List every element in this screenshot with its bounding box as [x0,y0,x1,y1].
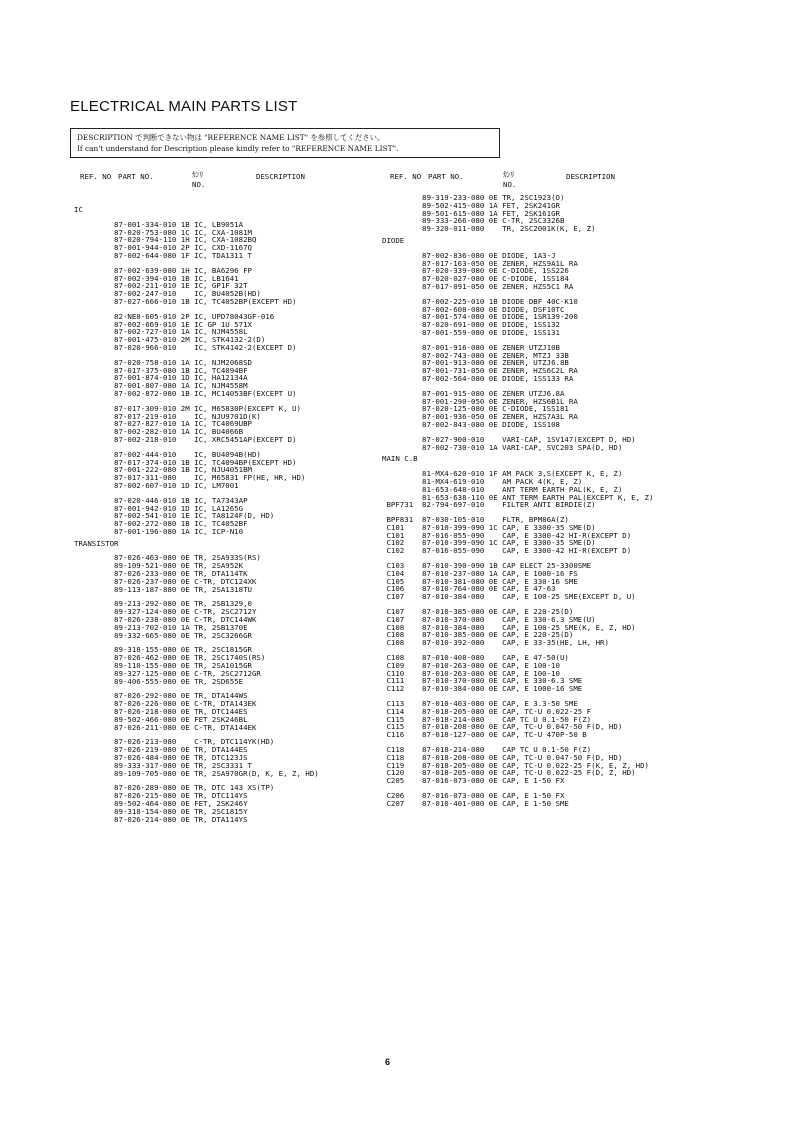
parts-list-row: 87-027-666-010 1B IC, TC4052BP(EXCEPT HD) [74,297,297,306]
parts-list-row: 82-NE8-605-010 2P IC, UPD78043GF-016 [74,312,275,321]
parts-list-row: 89-501-615-080 1A FET, 2SK161GR [382,209,560,218]
group-spacer [382,337,653,344]
page-number: 6 [385,1057,391,1067]
parts-list-row: 89-327-124-080 0E C-TR, 2SC2712Y [74,608,257,617]
parts-list-row: 87-026-289-080 0E TR, DTC 143 XS(TP) [74,784,275,793]
parts-list-row: 87-017-375-080 1B IC, TC4094BF [74,366,248,375]
parts-list-row: 87-001-475-010 2M IC, STK4132-2(D) [74,336,266,344]
parts-list-row: 87-002-394-010 1B IC, LB1641 [74,274,239,283]
parts-list-row: 89-110-155-080 0E TR, 2SA1015GR [74,662,252,670]
parts-list-row: 87-002-444-010 IC, BU4094B(HD) [74,450,261,459]
parts-list-row: 87-002-541-010 1E IC, TA8124F(D, HD) [74,512,275,521]
parts-list-row: 89-333-317-080 0E TR, 2SC3331 T [74,761,252,770]
parts-list-row: 87-026-213-080 C-TR, DTC114YK(HD) [74,738,275,747]
parts-list-row: 87-002-225-010 1B DIODE DBF 40C-K10 [382,297,578,306]
group-spacer [74,593,319,600]
parts-list-row: 87-002-247-010 IC, BU4052B(HD) [74,290,261,298]
parts-list-row: C118 87-018-208-080 0E CAP, TC-U 0.047-50 F(D, HD) [382,753,623,762]
group-spacer [74,731,319,738]
parts-list-row: C109 87-010-263-080 0E CAP, E 100-10 [382,661,560,670]
parts-list-row: 89-318-155-080 0E TR, 2SC1815GR [74,646,252,655]
parts-list-row: 87-002-608-080 0E DIODE, DSF10TC [382,305,565,314]
group-spacer [74,685,319,692]
parts-list-row: 87-001-874-010 1D IC, HA12134A [74,374,248,383]
parts-list-row: 87-020-027-080 0E C-DIODE, 1SS184 [382,275,569,283]
parts-list-row: C115 87-018-208-080 0E CAP, TC-U 0.047-50 F(D, HD) [382,723,623,732]
parts-list-row: 81-653-648-010 ANT TERM EARTH PAL(K, E, Z) [382,485,623,494]
parts-list-row: 87-020-753-080 1C IC, CXA-1081M [74,228,252,237]
parts-list-row: C112 87-010-384-080 0E CAP, E 1000-16 SME [382,685,583,694]
parts-list-row: 87-001-559-080 0E DIODE, 1SS131 [382,328,560,337]
parts-list-row: C104 87-010-237-080 1A CAP, E 1000-16 FS [382,569,578,578]
group-spacer [74,352,319,359]
parts-list-row: 89-113-187-880 0E TR, 2SA1318TU [74,585,252,594]
parts-list-row: C207 87-010-401-080 0E CAP, E 1-50 SME [382,799,569,808]
parts-list-row: 87-001-913-080 0E ZENER, UTZJ6.8B [382,359,569,368]
parts-list-row: 87-027-827-010 1A IC, TC4069UBP [74,420,252,429]
parts-list-row: C107 87-010-384-080 CAP, E 100-25 SME(EXCEPT D, U) [382,593,636,602]
parts-list-row: 87-002-607-010 1D IC, LM7001 [74,481,239,490]
parts-list-row: 87-002-743-080 0E ZENER, MTZJ 33B [382,351,569,360]
parts-list-row: 87-020-339-080 0E C-DIODE, 1SS226 [382,267,569,276]
parts-list-row: 87-002-211-010 1E IC, GP1F 32T [74,282,248,291]
parts-list-row: 89-406-555-080 0E TR, 2SD655E [74,677,244,686]
group-spacer [74,260,319,267]
section-heading: TRANSISTOR [74,538,119,548]
parts-list-row: 87-002-730-010 1A VARI-CAP, SVC203 SPA(D, HD) [382,443,623,452]
parts-list-row: C205 87-016-073-080 0E CAP, E 1-50 FX [382,777,565,785]
parts-list-row: 87-001-915-080 0E ZENER UTZJ6.8A [382,389,565,398]
group-spacer [382,647,653,654]
parts-list-row: 87-026-484-080 0E TR, DTC123JS [74,754,248,762]
group-spacer [74,398,319,405]
parts-list-row: 87-001-574-080 0E DIODE, 1SR139-200 [382,313,578,322]
parts-list-row: C101 87-010-399-090 1C CAP, E 3300-35 SME(D) [382,523,596,532]
parts-list-row: 87-002-843-080 0E DIODE, 1SS108 [382,420,560,429]
group-spacer [74,639,319,646]
parts-list-row: 87-001-334-010 1B IC, LB9051A [74,220,244,229]
group-spacer [382,739,653,746]
parts-list-row: 89-502-466-080 0E FET 2SK246BL [74,715,248,724]
parts-list-row: 87-001-944-010 2P IC, CXD-1167Q [74,244,252,252]
parts-list-row: C119 87-018-205-080 0E CAP, TC-U 0.022-25 F(K, E, Z, HD) [382,761,649,770]
parts-list-row: 87-020-794-110 1H IC, CXA-1082BQ [74,236,257,245]
parts-list-row: 81-MX4-619-010 AM PACK 4(K, E, Z) [382,477,583,486]
reference-note-box [70,128,500,158]
group-spacer [382,383,653,390]
section-heading: DIODE [382,235,405,245]
parts-list-row: C110 87-010-263-080 0E CAP, E 100-10 [382,669,560,678]
parts-list-row: 89-320-011-080 TR, 2SC2001K(K, E, Z) [382,225,596,233]
group-spacer [382,291,653,298]
parts-list-row: 87-026-218-080 0E TR, DTC144ES [74,708,248,716]
parts-list-row: 89-502-464-080 0E FET, 2SK246Y [74,800,248,808]
parts-list-row: 87-026-233-080 0E TR, DTA114TK [74,570,248,578]
parts-list-row: 89-213-702-010 1A TR, 2SB1370E [74,623,248,632]
right-parts-column [382,194,653,808]
parts-list-row: C118 87-018-214-080 CAP TC U 0.1-50 F(Z) [382,746,592,754]
parts-list-row: 87-017-374-010 1B IC, TC4094BP(EXCEPT HD) [74,458,297,467]
group-spacer [74,490,319,497]
parts-list-row: 81-MX4-620-010 1F AM PACK 3,S(EXCEPT K, E, Z) [382,470,623,478]
group-spacer [382,555,653,562]
right-header-ref-no: REF. NO [390,172,422,181]
left-header-kanri-no: NO. [192,180,206,189]
parts-list-row: 87-001-942-010 1D IC, LA1265G [74,504,244,513]
parts-list-row: 87-017-311-080 IC, M65831 FP(HE, HR, HD) [74,474,306,482]
parts-list-row: 87-002-272-080 1B IC, TC4052BF [74,520,248,528]
parts-list-row: C107 87-010-385-080 0E CAP, E 220-25(D) [382,608,574,616]
page-title: ELECTRICAL MAIN PARTS LIST [70,98,298,115]
parts-list-row: 89-213-292-080 0E TR, 2SB1329,0 [74,600,252,609]
parts-list-row: C108 87-010-385-080 0E CAP, E 220-25(D) [382,631,574,640]
parts-list-row: C120 87-018-205-080 0E CAP, TC-U 0.022-25 F(D, Z, HD) [382,769,636,778]
parts-list-row: 87-002-218-010 IC, XRC5451AP(EXCEPT D) [74,435,297,444]
parts-list-row: 81-653-638-110 0E ANT TERM EARTH PAL(EXCEPT K, E, Z) [382,493,654,502]
parts-list-row: 89-109-705-080 0E TR, 2SA970GR(D, K, E, Z, HD) [74,769,319,778]
parts-list-row: 89-318-154-080 0E TR, 2SC1815Y [74,807,248,816]
left-parts-column [74,202,319,823]
parts-list-row: C102 87-010-399-090 1C CAP, E 3300-35 SME(D) [382,539,596,548]
parts-list-row: C115 87-018-214-080 CAP TC U 0.1-50 F(Z) [382,715,592,724]
parts-list-row: 87-001-222-080 1B IC, NJU4051BM [74,466,252,475]
group-spacer [382,601,653,608]
right-header-kanri: ｶﾝﾘ [503,170,515,179]
parts-list-row: 89-333-266-080 0E C-TR, 2SC3326B [382,217,565,226]
parts-list-row: 87-020-446-010 1B IC, TA7343AP [74,496,248,505]
right-header-kanri-no: NO. [503,180,517,189]
parts-list-row: C113 87-010-403-080 0E CAP, E 3.3-50 SME [382,700,578,708]
parts-list-row: 87-001-807-080 1A IC, NJM4558M [74,382,248,390]
group-spacer [74,444,319,451]
section-heading: MAIN C.B [382,454,418,464]
right-header-description: DESCRIPTION [566,172,615,181]
parts-list-row: 87-002-639-080 1H IC, BA6296 FP [74,266,252,275]
parts-list-row: 87-026-214-080 0E TR, DTA114YS [74,815,248,824]
parts-list-row: 87-026-292-080 0E TR, DTA144WS [74,692,248,701]
parts-list-row: C114 87-018-205-080 0E CAP, TC-U 0.022-25 F [382,707,592,716]
parts-list-row: 87-026-237-080 0E C-TR, DTC124XK [74,577,257,586]
right-header-part-no: PART NO. [428,172,464,181]
parts-list-row: 87-001-916-080 0E ZENER UTZJ10B [382,343,560,352]
parts-list-row: C111 87-010-370-080 0E CAP, E 330-6.3 SME [382,677,583,686]
parts-list-row: 87-026-462-080 0E TR, 2SC1740S(RS) [74,654,266,663]
note-line-english: If can't understand for Description please kindly refer to "REFERENCE NAME LIST". [77,144,399,153]
parts-list-row: C106 87-010-764-080 0E CAP, E 47-63 [382,585,556,594]
group-spacer [382,509,653,516]
left-header-description: DESCRIPTION [256,172,305,181]
parts-list-row: C105 87-010-381-080 0E CAP, E 330-16 SME [382,577,578,586]
parts-list-row: 87-001-731-050 0E ZENER, HZS6C2L RA [382,367,578,375]
parts-list-row: 87-002-564-080 0E DIODE, 1SS133 RA [382,374,574,383]
parts-list-row: 87-001-936-050 0E ZENER, HZS7A3L RA [382,413,578,421]
parts-list-row: C103 87-010-390-090 1B CAP ELECT 25-3300SME [382,562,592,570]
parts-list-row: BPF831 87-030-105-010 FLTR, BPM86A(Z) [382,516,569,524]
parts-list-row: 89-327-125-080 0E C-TR, 2SC2712GR [74,669,261,678]
parts-list-row: 89-332-665-080 0E TR, 2SC3266GR [74,631,252,640]
parts-list-row: C101 87-016-055-090 CAP, E 3300-42 HI-R(EXCEPT D) [382,531,632,540]
parts-list-row: 87-002-836-080 0E DIODE, 1A3-J [382,251,556,260]
parts-list-row: 87-001-196-080 1A IC, ICP-N10 [74,527,244,536]
parts-list-row: 87-020-691-080 0E DIODE, 1SS132 [382,321,560,329]
parts-list-row: 87-017-163-050 0E ZENER, HZS9A1L RA [382,259,578,268]
parts-list-row: 87-002-872-080 1B IC, MC14053BF(EXCEPT U) [74,389,297,398]
parts-list-row: 87-002-669-010 1E IC GP 1U 571X [74,320,252,329]
parts-list-row: C108 87-010-408-080 CAP, E 47-50(U) [382,654,569,662]
parts-list-row: BPF731 82-794-697-010 FILTER ANTI BIRDIE(Z) [382,501,596,510]
parts-list-row: 87-026-219-080 0E TR, DTA144ES [74,746,248,755]
parts-list-row: 87-026-215-080 0E TR, DTC114YS [74,792,248,800]
parts-list-row: 87-002-282-010 1A IC, BU4066B [74,428,244,436]
parts-list-row: 87-026-226-080 0E C-TR, DTA143EK [74,700,257,709]
parts-list-row: 87-002-727-010 1A IC, NJM4558L [74,328,248,337]
parts-list-row: 89-109-521-080 0E TR, 2SA952K [74,562,244,571]
parts-list-row: 87-026-211-080 0E C-TR, DTA144EK [74,723,257,732]
parts-list-row: 87-027-900-010 VARI-CAP, 1SV147(EXCEPT D, HD) [382,435,636,444]
parts-list-row: 87-026-238-080 0E C-TR, DTC144WK [74,616,257,624]
parts-list-row: 87-020-966-010 IC, STK4142-2(EXCEPT D) [74,343,297,352]
parts-list-row: C108 87-010-384-080 CAP, E 100-25 SME(K, E, Z, HD) [382,623,636,632]
group-spacer [382,785,653,792]
parts-list-row: 87-017-219-010 IC, NJU9701D(K) [74,412,261,421]
parts-list-row: 87-026-463-080 0E TR, 2SA933S(RS) [74,554,261,563]
left-header-kanri: ｶﾝﾘ [192,170,204,179]
group-spacer [74,306,319,313]
parts-list-row: 87-001-290-050 0E ZENER, HZS6B1L RA [382,397,578,406]
parts-list-row: 89-502-415-080 1A FET, 2SK241GR [382,201,560,210]
parts-list-row: C116 87-018-127-080 0E CAP, TC-U 470P-50 B [382,731,587,740]
parts-list-row: 87-020-758-010 1A IC, NJM2068SD [74,358,252,367]
left-header-part-no: PART NO. [118,172,154,181]
parts-list-row: 87-002-644-080 1F IC, TDA1311 T [74,251,252,260]
section-heading: IC [74,205,83,214]
parts-list-row: 87-017-091-050 0E ZENER, HZS5C1 RA [382,282,574,291]
group-spacer [382,693,653,700]
parts-list-row: 87-020-125-080 0E C-DIODE, 1SS181 [382,405,569,414]
parts-list-row: 89-319-233-080 0E TR, 2SC1923(O) [382,194,565,202]
group-spacer [382,429,653,436]
parts-list-row: C107 87-010-370-080 CAP, E 330-6.3 SME(U) [382,615,596,624]
left-header-ref-no: REF. NO [80,172,112,181]
note-line-japanese: DESCRIPTION で判断できない物は "REFERENCE NAME LIST" を参照してください。 [77,133,385,142]
group-spacer [74,777,319,784]
parts-list-row: C102 87-016-055-090 CAP, E 3300-42 HI-R(EXCEPT D) [382,547,632,556]
parts-list-row: C108 87-010-392-080 CAP, E 33-35(HE, LH, HR) [382,639,609,648]
parts-list-row: C206 87-016-073-080 0E CAP, E 1-50 FX [382,792,565,800]
parts-list-row: 87-017-309-010 2M IC, M65830P(EXCEPT K, U) [74,404,301,413]
